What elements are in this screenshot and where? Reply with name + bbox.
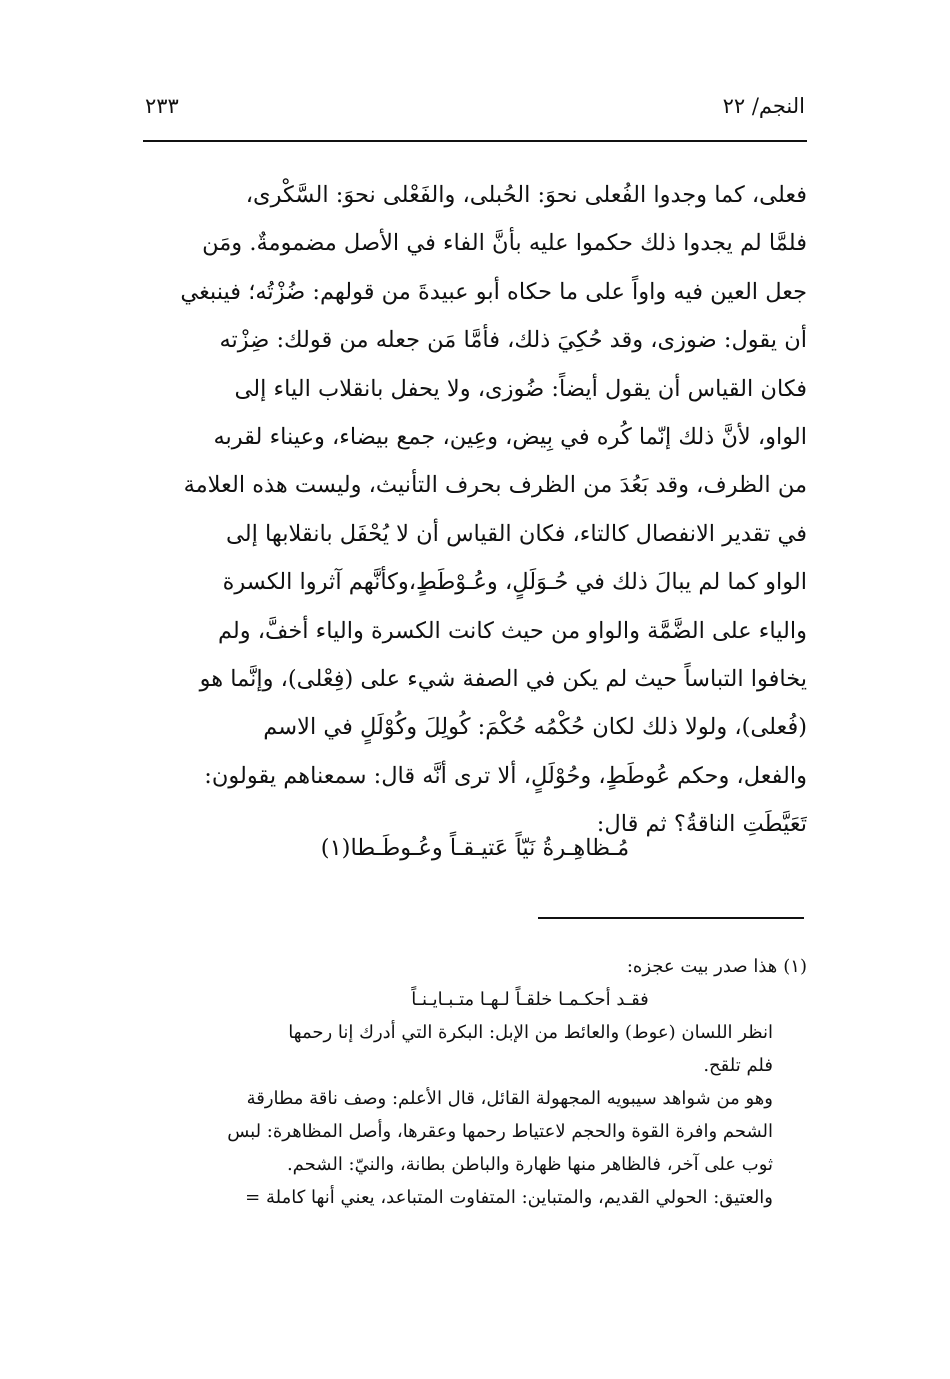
running-head: النجم/ ٢٢ xyxy=(722,94,805,118)
footnote-intro-line xyxy=(143,950,807,983)
header-rule xyxy=(143,140,807,142)
text-line: والفعل، وحكم عُوطَطٍ، وحُوْلَلٍ، ألا ترى أنَّه قال: سمعناهم يقولون: xyxy=(204,762,807,789)
text-line: (فُعلى)، ولولا ذلك لكان حُكْمُه حُكْمَ: كُولِلَ وكُوْلَلٍ في الاسم xyxy=(263,714,807,741)
text-line: في تقدير الانفصال كالتاء، فكان القياس أن لا يُحْفَل بانقلابها إلى xyxy=(225,520,807,547)
footnote-verse: فقـد أحكـمـا خلقـاً لـهـا متـبـايـنـاً xyxy=(411,989,649,1010)
footnote-marker: (١) xyxy=(783,956,807,977)
footnote-line: فلم تلقح. xyxy=(703,1055,773,1076)
text-line: جعل العين فيه واواً على ما حكاه أبو عبيدةَ من قولهم: ضُزْتُه؛ فينبغي xyxy=(180,278,807,305)
verse-line: مُـظاهِـرةُ نَيّاً عَتيـقـاً وعُـوطَـطا(١) xyxy=(320,835,630,861)
text-line: الواو كما لم يبالَ ذلك في حُـوَلَلٍ، وعُـوْطَطٍ،وكأنَّهم آثروا الكسرة xyxy=(222,569,807,596)
text-line: يخافوا التباساً حيث لم يكن في الصفة شيء على (فِعْلى)، وإنَّما هو xyxy=(199,666,807,693)
text-line: فعلى، كما وجدوا الفُعلى نحوَ: الحُبلى، والفَعْلى نحوَ: السَّكْرى، xyxy=(245,182,807,208)
footnote-line: الشحم وافرة القوة والحجم لاعتياط رحمها وعقرها، وأصل المظاهرة: لبس xyxy=(227,1121,773,1142)
footnote-line: والعتيق: الحولي القديم، والمتباين: المتفاوت المتباعد، يعني أنها كاملة = xyxy=(245,1187,773,1208)
text-line: والياء على الضَّمَّة والواو من حيث كانت الكسرة والياء أخفَّ، ولم xyxy=(217,617,807,644)
text-line: تَعَيَّطَتِ الناقةُ؟ ثم قال: xyxy=(596,811,807,838)
text-line: من الظرف، وقد بَعُدَ من الظرف بحرف التأنيث، وليست هذه العلامة xyxy=(183,472,807,499)
page-number: ٢٣٣ xyxy=(145,94,179,118)
footnote-line: وهو من شواهد سيبويه المجهولة القائل، قال الأعلم: وصف ناقة مطارقة xyxy=(246,1088,773,1109)
footnote-line: انظر اللسان (عوط) والعائط من الإبل: البكرة التي أدرك إنا رحمها xyxy=(288,1022,773,1043)
text-line: فكان القياس أن يقول أيضاً: ضُوزى، ولا يحفل بانقلاب الياء إلى xyxy=(234,375,807,402)
footnote-line: ثوب على آخر، فالظاهر منها ظهارة والباطن بطانة، والنيّ: الشحم. xyxy=(286,1154,773,1175)
page-header xyxy=(145,94,805,134)
footnotes xyxy=(143,950,807,1214)
footnote-intro: هذا صدر بيت عجزه: xyxy=(626,956,778,977)
text-line: أن يقول: ضوزى، وقد حُكِيَ ذلك، فأمَّا مَن جعله من قولك: ضِزْته xyxy=(219,327,807,354)
text-line: الواو، لأنَّ ذلك إنّما كُره في بِيض، وعِين، جمع بيضاء، وعيناء لقربه xyxy=(213,424,807,451)
main-text xyxy=(143,171,807,849)
footnote-rule xyxy=(538,917,804,919)
text-line: فلمَّا لم يجدوا ذلك حكموا عليه بأنَّ الفاء في الأصل مضمومةٌ. ومَن xyxy=(202,230,807,257)
